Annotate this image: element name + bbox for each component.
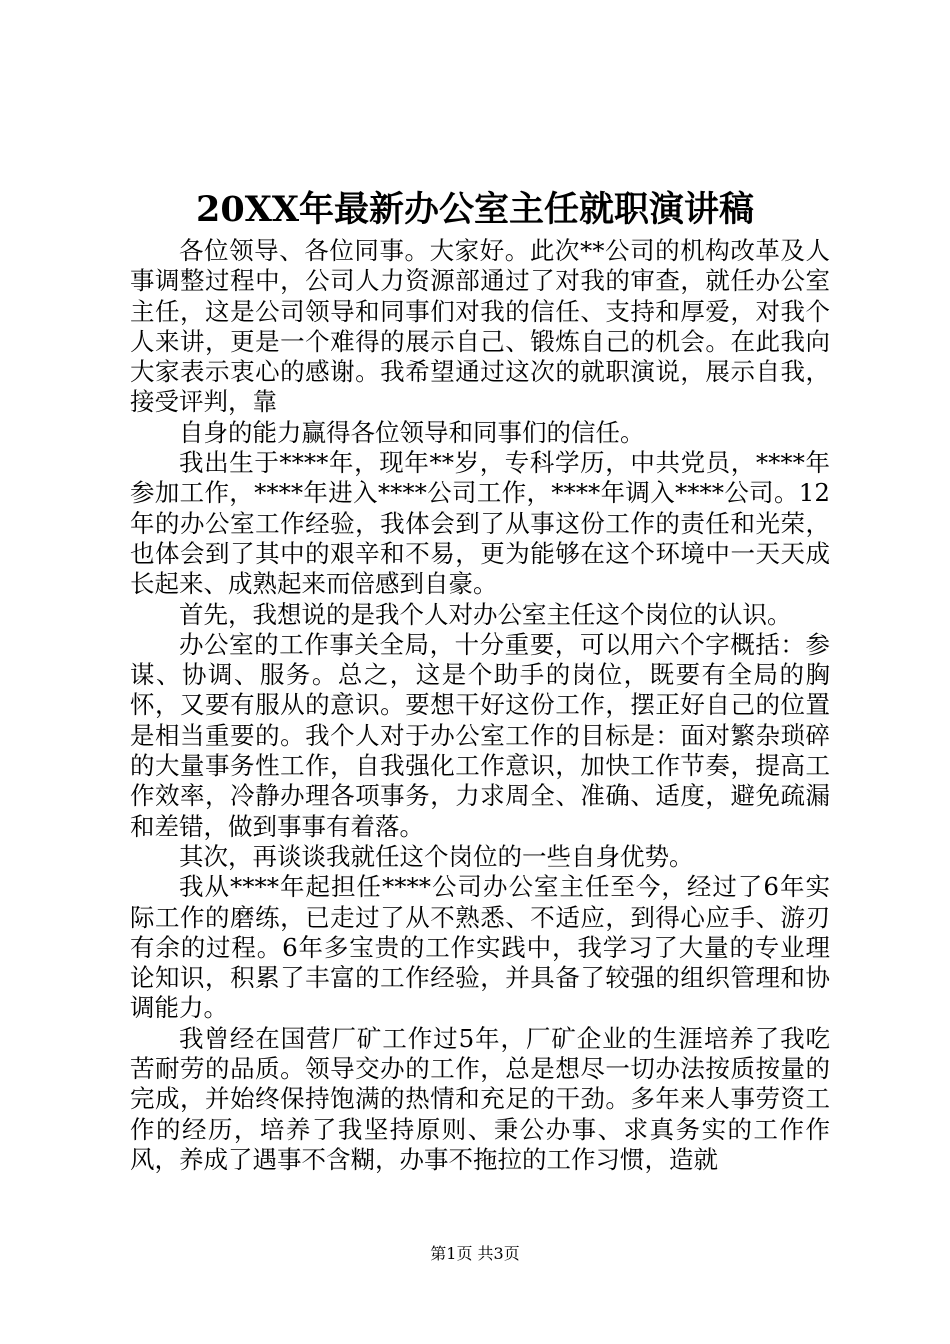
paragraph-8: 我曾经在国营厂矿工作过5年，厂矿企业的生涯培养了我吃苦耐劳的品质。领导交办的工作，总是想尽一切办法按质按量的完成，并始终保持饱满的热情和充足的干劲。多年来人事劳资工作的经历，培养了我坚持原则、秉公办事、求真务实的工作作风，养成了遇事不含糊，办事不拖拉的工作习惯，造就	[130, 1023, 830, 1174]
paragraph-1: 各位领导、各位同事。大家好。此次**公司的机构改革及人事调整过程中，公司人力资源部通过了对我的审查，就任办公室主任，这是公司领导和同事们对我的信任、支持和厚爱，对我个人来讲，更是一个难得的展示自己、锻炼自己的机会。在此我向大家表示衷心的感谢。我希望通过这次的就职演说，展示自我，接受评判，靠	[130, 236, 830, 417]
page-footer: 第1页 共3页	[430, 1244, 520, 1263]
document-title: 20XX年最新办公室主任就职演讲稿	[195, 189, 755, 230]
paragraph-4: 首先，我想说的是我个人对办公室主任这个岗位的认识。	[179, 599, 792, 629]
document-body	[130, 236, 830, 1175]
paragraph-3: 我出生于****年，现年**岁，专科学历，中共党员，****年参加工作，****年进入****公司工作，****年调入****公司。12年的办公室工作经验，我体会到了从事这份工作的责任和光荣，也体会到了其中的艰辛和不易，更为能够在这个环境中一天天成长起来、成熟起来而倍感到自豪。	[130, 448, 830, 599]
paragraph-6: 其次，再谈谈我就任这个岗位的一些自身优势。	[179, 841, 694, 871]
paragraph-5: 办公室的工作事关全局，十分重要，可以用六个字概括：参谋、协调、服务。总之，这是个助手的岗位，既要有全局的胸怀，又要有服从的意识。要想干好这份工作，摆正好自己的位置是相当重要的。我个人对于办公室工作的目标是：面对繁杂琐碎的大量事务性工作，自我强化工作意识，加快工作节奏，提高工作效率，冷静办理各项事务，力求周全、准确、适度，避免疏漏和差错，做到事事有着落。	[130, 629, 830, 841]
paragraph-7: 我从****年起担任****公司办公室主任至今，经过了6年实际工作的磨练，已走过了从不熟悉、不适应，到得心应手、游刃有余的过程。6年多宝贵的工作实践中，我学习了大量的专业理论知识，积累了丰富的工作经验，并具备了较强的组织管理和协调能力。	[130, 872, 830, 1023]
paragraph-2: 自身的能力赢得各位领导和同事们的信任。	[179, 417, 645, 447]
